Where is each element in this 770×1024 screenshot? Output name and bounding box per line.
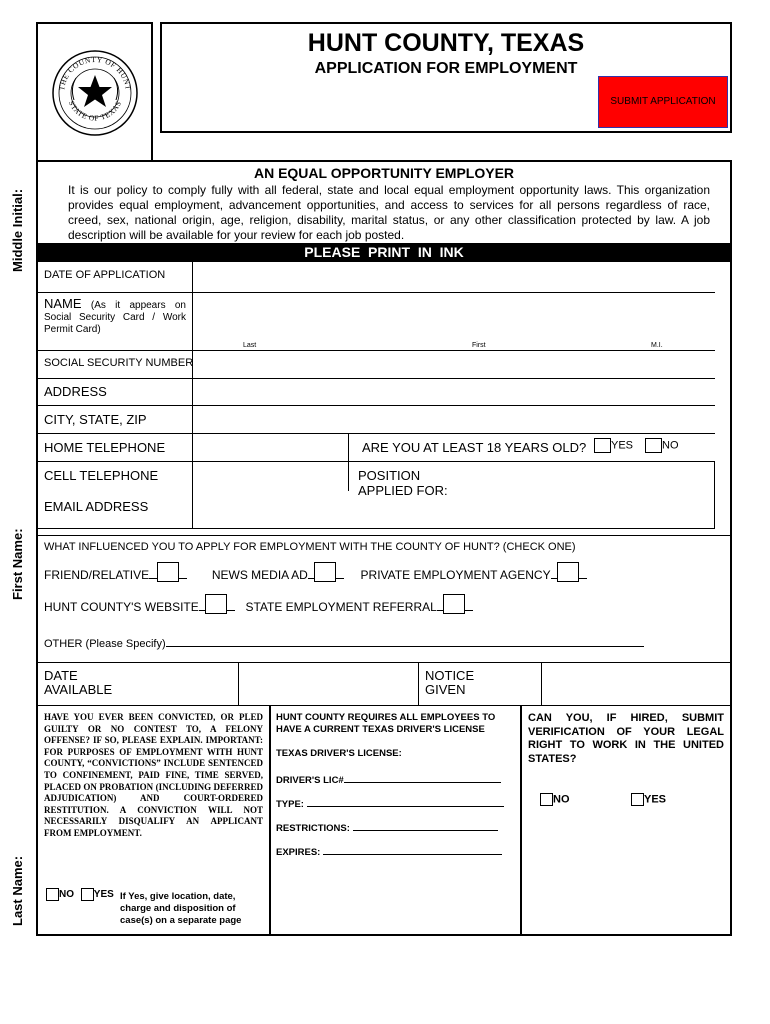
other-specify-field[interactable]	[166, 636, 644, 647]
license-expires-field[interactable]	[323, 845, 502, 855]
influence-row-1	[44, 562, 587, 582]
verification-yes	[631, 793, 666, 806]
verification-no-checkbox[interactable]	[540, 793, 553, 806]
other-row	[44, 636, 644, 650]
date-available-line1: DATE	[44, 668, 78, 683]
license-type-row	[276, 797, 504, 810]
other-label: OTHER (Please Specify)	[44, 638, 166, 650]
news-checkbox[interactable]	[314, 562, 336, 582]
eeo-text: It is our policy to comply fully with all federal, state and local equal employment opportunity laws. This organization provides equal employment, advancement opportunities, and access to services for all persons regardless of race, creed, sex, national origin, age, religion, disability, marital status, or any other classification protected by law. A job description will be available for your review for each job posted.	[68, 183, 710, 242]
page-title: HUNT COUNTY, TEXAS	[307, 29, 585, 57]
cell-telephone-field[interactable]	[194, 463, 346, 489]
conviction-question: HAVE YOU EVER BEEN CONVICTED, OR PLED GUILTY OR NO CONTEST TO, A FELONY OFFENSE? IF SO, PLEASE EXPLAIN. IMPORTANT: FOR PURPOSES OF EMPLOYMENT WITH HUNT COUNTY, “CONVICTIONS” INCLUDE SENTENCED TO CONFINEMENT, PAID FINE, TIME SERVED, PLACED ON PROBATION (INCLUDING DEFERRED ADJUDICATION) AND COURT-ORDERED RESTITUTION. A CONVICTION WILL NOT NECESSARILY DISQUALIFY AN APPLICANT FROM EMPLOYMENT.	[44, 712, 263, 838]
city-state-zip-field[interactable]	[194, 407, 712, 432]
address-field[interactable]	[194, 380, 712, 404]
conviction-yes-checkbox[interactable]	[81, 888, 94, 901]
license-type-label: TYPE:	[276, 799, 304, 810]
conviction-no-label: NO	[59, 889, 74, 901]
age-no-label: NO	[662, 439, 679, 452]
private-agency-label: PRIVATE EMPLOYMENT AGENCY	[360, 568, 551, 582]
friend-label: FRIEND/RELATIVE	[44, 568, 150, 582]
verification-no-label: NO	[553, 793, 570, 806]
home-telephone-field[interactable]	[194, 435, 346, 460]
private-agency-checkbox[interactable]	[557, 562, 579, 582]
date-available-line2: AVAILABLE	[44, 682, 113, 697]
seal-box	[36, 22, 153, 162]
position-applied-label	[358, 468, 448, 498]
influence-question: WHAT INFLUENCED YOU TO APPLY FOR EMPLOYMENT WITH THE COUNTY OF HUNT? (CHECK ONE)	[44, 541, 576, 553]
license-expires-label: EXPIRES:	[276, 847, 321, 858]
license-number-field[interactable]	[344, 773, 501, 783]
email-field[interactable]	[194, 492, 346, 526]
date-of-application-field[interactable]	[194, 264, 712, 291]
conviction-no-checkbox[interactable]	[46, 888, 59, 901]
age-yes-label: YES	[611, 439, 634, 452]
influence-row-2	[44, 594, 473, 614]
conviction-yes-label: YES	[93, 889, 114, 901]
notice-given-field[interactable]	[543, 664, 729, 704]
conviction-answer	[46, 888, 114, 901]
submit-application-button[interactable]: SUBMIT APPLICATION	[598, 76, 728, 128]
name-field[interactable]	[194, 294, 712, 340]
verification-yes-checkbox[interactable]	[631, 793, 644, 806]
title-box	[160, 22, 732, 133]
age-question: ARE YOU AT LEAST 18 YEARS OLD?	[362, 440, 587, 455]
website-label: HUNT COUNTY'S WEBSITE	[44, 600, 199, 614]
ssn-field[interactable]	[194, 352, 712, 377]
county-seal-logo	[50, 48, 140, 138]
seal-bottom-text: STATE OF TEXAS	[66, 99, 124, 123]
license-requirement: HUNT COUNTY REQUIRES ALL EMPLOYEES TO HAVE A CURRENT TEXAS DRIVER'S LICENSE	[276, 712, 496, 735]
position-applied-field[interactable]	[450, 463, 712, 527]
notice-given-label	[425, 669, 474, 697]
verification-yes-label: YES	[644, 793, 667, 806]
ssn-label: SOCIAL SECURITY NUMBER	[44, 357, 194, 369]
verification-question: CAN YOU, IF HIRED, SUBMIT VERIFICATION OF YOUR LEGAL RIGHT TO WORK IN THE UNITED STATES?	[528, 712, 724, 765]
eeo-heading: AN EQUAL OPPORTUNITY EMPLOYER	[253, 165, 515, 181]
date-available-field[interactable]	[240, 664, 416, 704]
friend-checkbox[interactable]	[157, 562, 179, 582]
address-label: ADDRESS	[44, 384, 107, 399]
city-state-zip-label: CITY, STATE, ZIP	[44, 412, 147, 427]
state-referral-label: STATE EMPLOYMENT REFERRAL	[245, 600, 437, 614]
tdl-label: TEXAS DRIVER'S LICENSE:	[276, 748, 402, 759]
home-telephone-label: HOME TELEPHONE	[44, 440, 166, 455]
date-of-application-label: DATE OF APPLICATION	[44, 269, 166, 281]
license-type-field[interactable]	[307, 797, 504, 807]
name-hint: (As it appears on Social Security Card / Work Permit Card)	[44, 300, 186, 335]
license-restrictions-row	[276, 821, 498, 834]
page-subtitle: APPLICATION FOR EMPLOYMENT	[314, 60, 578, 77]
age-no-checkbox[interactable]	[645, 438, 662, 453]
license-restrictions-field[interactable]	[353, 821, 498, 831]
license-number-row	[276, 773, 501, 786]
verification-no	[540, 793, 570, 806]
age-yes-checkbox[interactable]	[594, 438, 611, 453]
name-label-text: NAME	[44, 296, 82, 311]
seal-top-text: THE COUNTY OF HUNT	[57, 54, 133, 91]
website-checkbox[interactable]	[205, 594, 227, 614]
cell-telephone-label: CELL TELEPHONE	[44, 468, 159, 483]
date-available-label	[44, 669, 112, 697]
license-expires-row	[276, 845, 502, 858]
notice-given-line1: NOTICE	[425, 668, 475, 683]
conviction-yes-note: If Yes, give location, date, charge and disposition of case(s) on a separate page	[120, 891, 242, 926]
name-first-caption: First	[472, 342, 486, 349]
position-applied-line2: APPLIED FOR:	[358, 483, 448, 498]
print-in-ink-banner: PLEASE PRINT IN INK	[38, 243, 730, 262]
position-applied-line1: POSITION	[358, 468, 421, 483]
state-referral-checkbox[interactable]	[443, 594, 465, 614]
last-name-label: Last Name:	[10, 855, 25, 926]
middle-initial-label: Middle Initial:	[10, 188, 25, 272]
license-number-label: DRIVER'S LIC#	[276, 775, 344, 786]
name-mi-caption: M.I.	[651, 342, 663, 349]
name-last-caption: Last	[243, 342, 257, 349]
name-label	[44, 298, 186, 336]
first-name-label: First Name:	[10, 528, 25, 600]
news-label: NEWS MEDIA AD	[211, 568, 308, 582]
license-restrictions-label: RESTRICTIONS:	[276, 823, 350, 834]
notice-given-line2: GIVEN	[425, 682, 466, 697]
email-label: EMAIL ADDRESS	[44, 499, 149, 514]
svg-text:STATE OF TEXAS	[67, 99, 123, 122]
